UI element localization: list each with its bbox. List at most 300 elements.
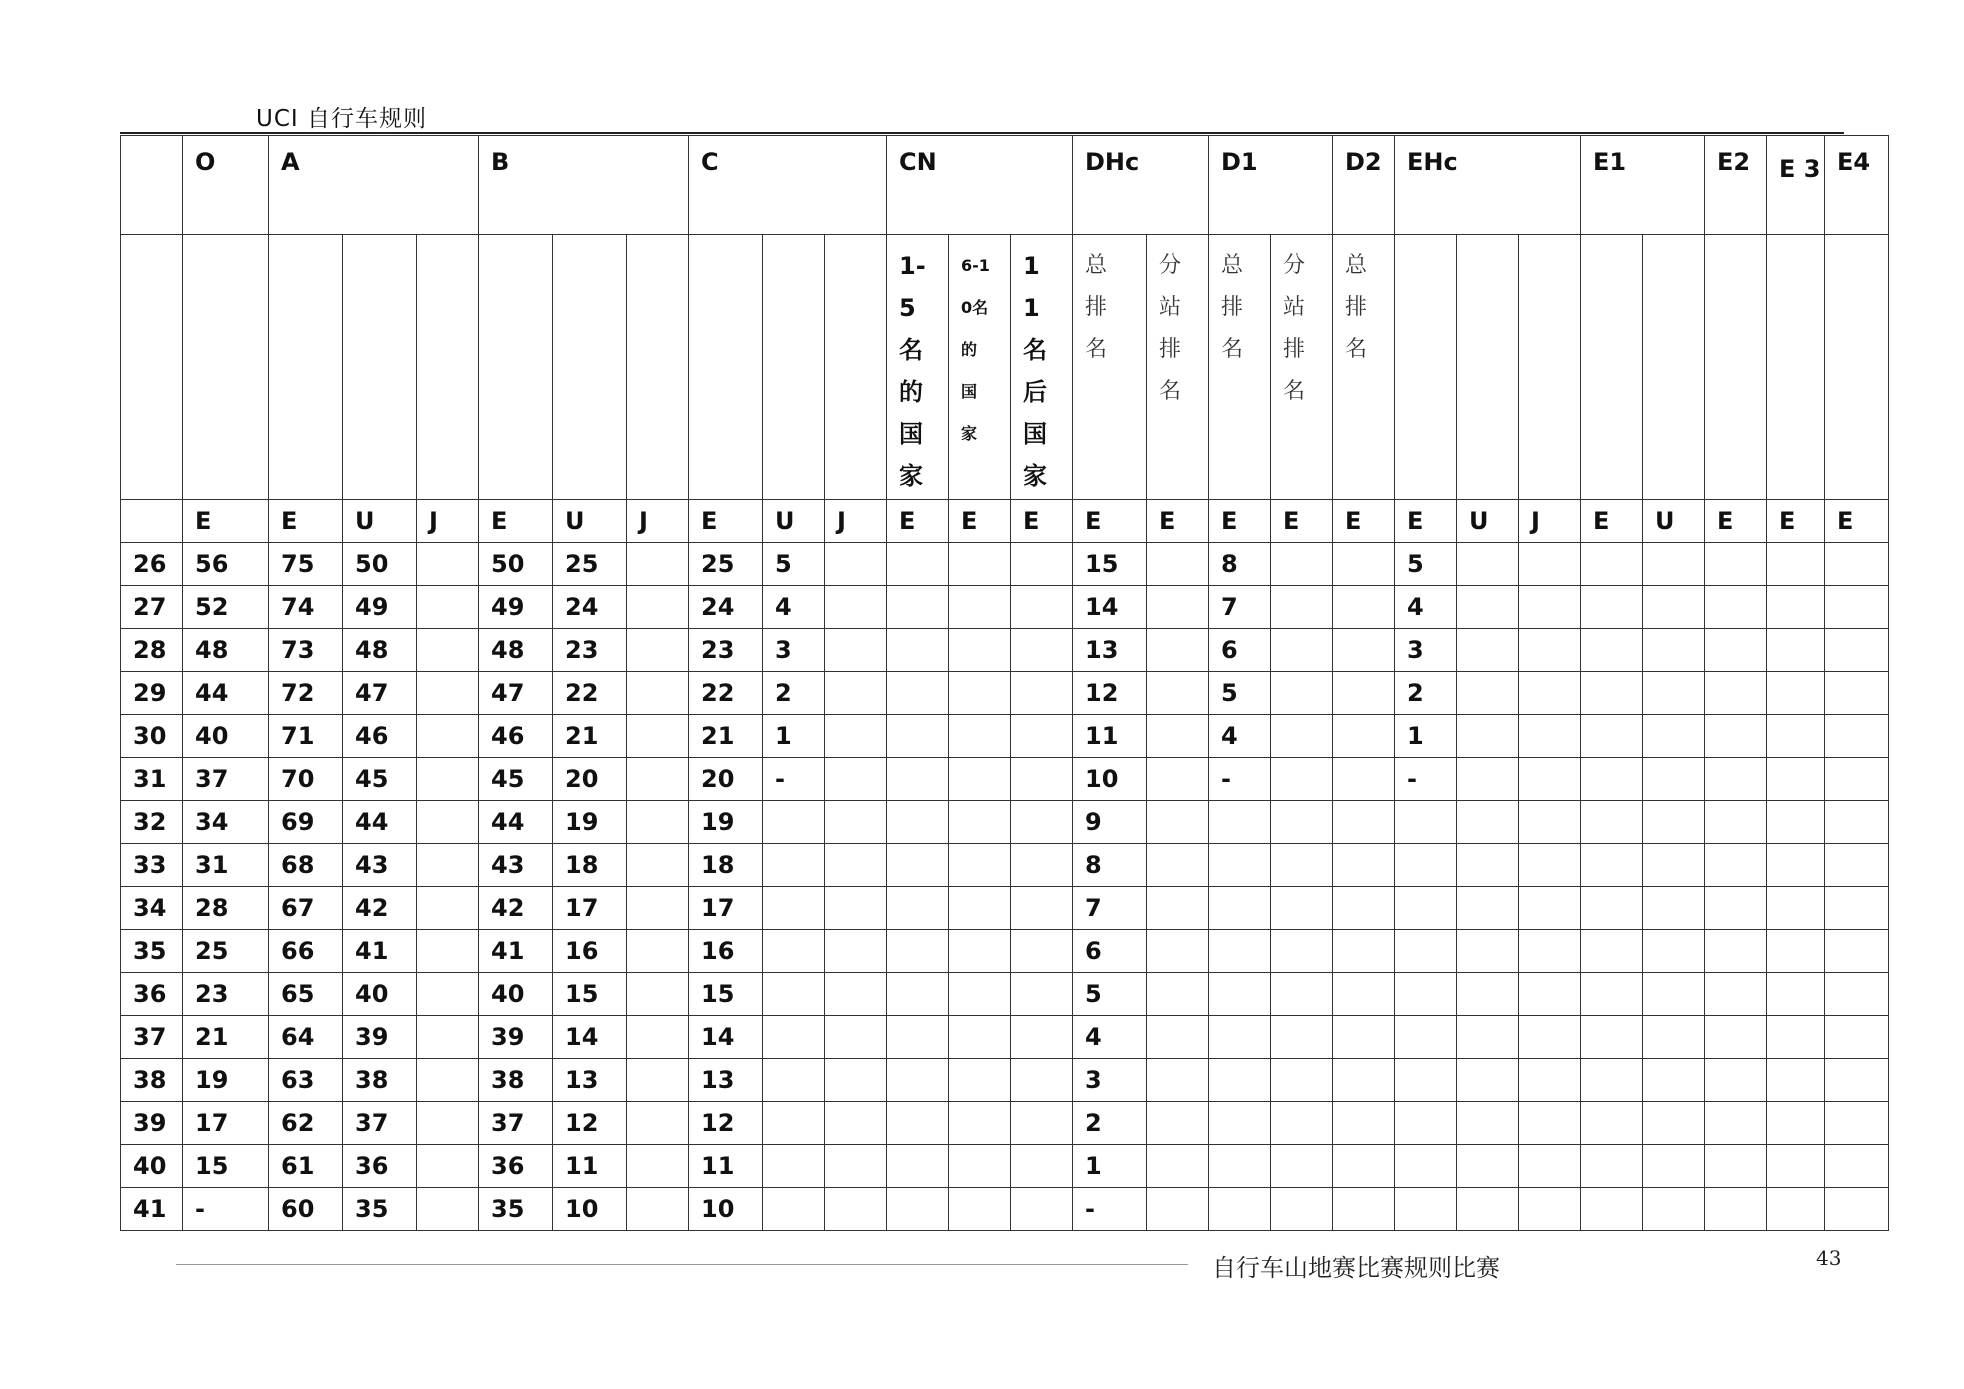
points-cell: [1457, 629, 1519, 672]
points-cell: 67: [269, 887, 343, 930]
points-cell: [1457, 801, 1519, 844]
category-letter-cell: E: [183, 500, 269, 543]
category-letter-cell: U: [553, 500, 627, 543]
table-row: [121, 801, 1889, 844]
points-cell: [627, 715, 689, 758]
group-header-cell: B: [479, 136, 689, 235]
points-cell: [1643, 1145, 1705, 1188]
group-header-cell: EHc: [1395, 136, 1581, 235]
points-cell: [949, 1059, 1011, 1102]
points-cell: [1643, 629, 1705, 672]
points-cell: [417, 1145, 479, 1188]
points-cell: [1395, 801, 1457, 844]
points-cell: [1395, 1102, 1457, 1145]
sub-header-cell: [1705, 235, 1767, 500]
points-cell: [1643, 1016, 1705, 1059]
points-cell: [417, 844, 479, 887]
points-cell: [1011, 758, 1073, 801]
sub-header-cell: [763, 235, 825, 500]
rank-cell: 37: [121, 1016, 183, 1059]
points-cell: [1519, 930, 1581, 973]
points-cell: [1271, 844, 1333, 887]
points-cell: [1271, 1016, 1333, 1059]
points-cell: [1825, 672, 1889, 715]
category-letter-cell: E: [1825, 500, 1889, 543]
points-cell: [1705, 1059, 1767, 1102]
rank-cell: 28: [121, 629, 183, 672]
category-letter-cell: U: [1643, 500, 1705, 543]
points-cell: -: [183, 1188, 269, 1231]
points-cell: [1767, 887, 1825, 930]
points-cell: [627, 1059, 689, 1102]
points-cell: [949, 887, 1011, 930]
points-cell: [1333, 758, 1395, 801]
points-cell: [1457, 1188, 1519, 1231]
points-cell: 75: [269, 543, 343, 586]
points-cell: [1519, 844, 1581, 887]
points-cell: [1209, 930, 1271, 973]
rank-cell: 26: [121, 543, 183, 586]
points-cell: 44: [343, 801, 417, 844]
points-cell: [949, 801, 1011, 844]
points-cell: [1333, 1188, 1395, 1231]
category-letter-cell: [121, 500, 183, 543]
points-cell: [1705, 758, 1767, 801]
points-cell: [1333, 930, 1395, 973]
group-header-cell: E4: [1825, 136, 1889, 235]
points-cell: [1643, 1102, 1705, 1145]
points-cell: [1271, 1188, 1333, 1231]
points-cell: [417, 629, 479, 672]
points-cell: [1147, 887, 1209, 930]
points-cell: 65: [269, 973, 343, 1016]
points-cell: [1147, 1145, 1209, 1188]
points-cell: [1705, 543, 1767, 586]
sub-header-cell: [343, 235, 417, 500]
points-cell: 64: [269, 1016, 343, 1059]
points-cell: [417, 1102, 479, 1145]
points-cell: [1643, 973, 1705, 1016]
points-cell: [417, 1059, 479, 1102]
points-cell: [1271, 758, 1333, 801]
sub-header-label: 11名后国家: [1023, 252, 1047, 490]
points-cell: 5: [1209, 672, 1271, 715]
points-cell: [1333, 629, 1395, 672]
points-cell: [1147, 672, 1209, 715]
points-cell: 63: [269, 1059, 343, 1102]
category-letter-cell: E: [1395, 500, 1457, 543]
header-divider: [120, 132, 1844, 134]
points-cell: [825, 887, 887, 930]
points-cell: [763, 1188, 825, 1231]
points-cell: [1395, 973, 1457, 1016]
points-cell: [1011, 586, 1073, 629]
category-letter-cell: U: [343, 500, 417, 543]
points-cell: [1333, 844, 1395, 887]
points-cell: [627, 973, 689, 1016]
points-cell: [1011, 1102, 1073, 1145]
points-cell: 42: [479, 887, 553, 930]
category-letter-cell: E: [949, 500, 1011, 543]
points-cell: [417, 672, 479, 715]
points-cell: [627, 1016, 689, 1059]
sub-header-cell: [1395, 235, 1457, 500]
points-cell: [1643, 887, 1705, 930]
points-cell: 50: [479, 543, 553, 586]
points-cell: 15: [553, 973, 627, 1016]
points-cell: 1: [763, 715, 825, 758]
points-cell: 25: [183, 930, 269, 973]
points-cell: [1271, 887, 1333, 930]
points-cell: [1209, 801, 1271, 844]
sub-header-cell: [1825, 235, 1889, 500]
points-cell: [1011, 629, 1073, 672]
points-cell: 43: [343, 844, 417, 887]
points-cell: [1271, 930, 1333, 973]
points-cell: 2: [1073, 1102, 1147, 1145]
points-cell: [1147, 629, 1209, 672]
sub-header-cell: [1271, 235, 1333, 500]
points-cell: [1271, 1145, 1333, 1188]
sub-header-label: 1-5名的国家: [899, 252, 926, 490]
points-cell: [1705, 629, 1767, 672]
rank-cell: 32: [121, 801, 183, 844]
table-row: [121, 1102, 1889, 1145]
points-cell: [1643, 1188, 1705, 1231]
points-cell: 60: [269, 1188, 343, 1231]
points-cell: [1011, 1188, 1073, 1231]
points-cell: [1705, 801, 1767, 844]
points-cell: [1767, 801, 1825, 844]
points-cell: 40: [479, 973, 553, 1016]
points-cell: [887, 586, 949, 629]
points-cell: [1705, 887, 1767, 930]
points-cell: -: [1395, 758, 1457, 801]
points-cell: 72: [269, 672, 343, 715]
points-cell: 48: [343, 629, 417, 672]
points-cell: [1767, 930, 1825, 973]
category-letter-cell: E: [1147, 500, 1209, 543]
points-cell: 25: [689, 543, 763, 586]
points-cell: [1209, 844, 1271, 887]
points-cell: [1519, 629, 1581, 672]
points-cell: 68: [269, 844, 343, 887]
points-cell: 46: [343, 715, 417, 758]
sub-header-label: 分站排名: [1159, 253, 1182, 404]
points-cell: [1395, 1145, 1457, 1188]
points-cell: [1333, 1102, 1395, 1145]
points-cell: 56: [183, 543, 269, 586]
sub-header-cell: [1581, 235, 1643, 500]
points-cell: [949, 1016, 1011, 1059]
points-cell: [887, 1188, 949, 1231]
points-cell: [1767, 715, 1825, 758]
points-cell: [1457, 1059, 1519, 1102]
points-cell: 21: [689, 715, 763, 758]
points-cell: 66: [269, 930, 343, 973]
points-cell: [1147, 543, 1209, 586]
points-cell: [1457, 1145, 1519, 1188]
points-cell: 4: [1209, 715, 1271, 758]
sub-header-cell: [183, 235, 269, 500]
category-letter-cell: U: [763, 500, 825, 543]
points-cell: [1271, 973, 1333, 1016]
points-cell: [1457, 758, 1519, 801]
category-letter-cell: E: [1333, 500, 1395, 543]
points-cell: [763, 1145, 825, 1188]
points-cell: [825, 801, 887, 844]
points-cell: [1457, 715, 1519, 758]
group-header-row: [121, 136, 1889, 235]
points-cell: 17: [183, 1102, 269, 1145]
points-cell: 74: [269, 586, 343, 629]
points-cell: [1581, 586, 1643, 629]
points-cell: [1271, 715, 1333, 758]
points-cell: [1705, 672, 1767, 715]
points-cell: 71: [269, 715, 343, 758]
points-cell: [1581, 543, 1643, 586]
category-letter-cell: J: [825, 500, 887, 543]
points-cell: 8: [1209, 543, 1271, 586]
points-cell: 5: [1395, 543, 1457, 586]
points-cell: [1011, 1145, 1073, 1188]
points-cell: 35: [343, 1188, 417, 1231]
points-cell: 73: [269, 629, 343, 672]
sub-header-row: [121, 235, 1889, 500]
points-cell: [825, 586, 887, 629]
points-cell: [417, 973, 479, 1016]
points-cell: [887, 930, 949, 973]
sub-header-cell: [1457, 235, 1519, 500]
points-cell: [1457, 887, 1519, 930]
points-cell: 11: [689, 1145, 763, 1188]
points-cell: [1519, 887, 1581, 930]
points-cell: [627, 1145, 689, 1188]
points-cell: [1333, 1059, 1395, 1102]
points-cell: 16: [553, 930, 627, 973]
sub-header-cell: [887, 235, 949, 500]
points-cell: [1333, 1145, 1395, 1188]
points-cell: 25: [553, 543, 627, 586]
rank-cell: 31: [121, 758, 183, 801]
category-letter-row: [121, 500, 1889, 543]
points-cell: [1825, 543, 1889, 586]
points-cell: [627, 629, 689, 672]
points-cell: [1333, 543, 1395, 586]
points-cell: [1147, 586, 1209, 629]
points-cell: 41: [343, 930, 417, 973]
points-cell: 49: [479, 586, 553, 629]
points-cell: [1825, 1145, 1889, 1188]
points-cell: [825, 758, 887, 801]
sub-header-cell: [1519, 235, 1581, 500]
points-cell: 31: [183, 844, 269, 887]
sub-header-cell: [627, 235, 689, 500]
points-cell: [763, 1102, 825, 1145]
points-cell: [1519, 1102, 1581, 1145]
points-cell: 4: [763, 586, 825, 629]
points-cell: [1767, 844, 1825, 887]
points-cell: [1705, 973, 1767, 1016]
points-cell: 22: [689, 672, 763, 715]
points-cell: [1395, 844, 1457, 887]
points-cell: [627, 844, 689, 887]
points-cell: [627, 586, 689, 629]
points-cell: [1209, 1059, 1271, 1102]
points-cell: [1705, 1016, 1767, 1059]
points-cell: 40: [343, 973, 417, 1016]
sub-header-cell: [553, 235, 627, 500]
category-letter-cell: E: [1073, 500, 1147, 543]
points-cell: 28: [183, 887, 269, 930]
points-cell: [1767, 629, 1825, 672]
points-cell: 11: [1073, 715, 1147, 758]
points-cell: [417, 801, 479, 844]
points-cell: [627, 887, 689, 930]
sub-header-cell: [1767, 235, 1825, 500]
points-cell: [1333, 801, 1395, 844]
points-cell: 34: [183, 801, 269, 844]
points-cell: [627, 930, 689, 973]
points-cell: [1519, 1188, 1581, 1231]
points-cell: [949, 1145, 1011, 1188]
points-cell: [1395, 1059, 1457, 1102]
category-letter-cell: U: [1457, 500, 1519, 543]
table-row: [121, 629, 1889, 672]
table-row: [121, 1059, 1889, 1102]
points-cell: 6: [1209, 629, 1271, 672]
table-row: [121, 844, 1889, 887]
points-cell: [1147, 801, 1209, 844]
points-cell: 41: [479, 930, 553, 973]
points-cell: 23: [553, 629, 627, 672]
points-cell: [1767, 1059, 1825, 1102]
points-cell: 61: [269, 1145, 343, 1188]
sub-header-label: 总排名: [1221, 253, 1244, 362]
points-cell: [825, 930, 887, 973]
points-cell: [949, 672, 1011, 715]
points-cell: 5: [763, 543, 825, 586]
points-cell: [763, 973, 825, 1016]
points-cell: [1333, 887, 1395, 930]
table-row: [121, 543, 1889, 586]
points-cell: 17: [553, 887, 627, 930]
points-cell: [1643, 715, 1705, 758]
table-row: [121, 973, 1889, 1016]
points-cell: [763, 801, 825, 844]
points-cell: 15: [1073, 543, 1147, 586]
rank-cell: 41: [121, 1188, 183, 1231]
points-cell: 3: [1395, 629, 1457, 672]
points-cell: [763, 1016, 825, 1059]
points-cell: [1825, 1102, 1889, 1145]
points-cell: [887, 672, 949, 715]
points-cell: 13: [689, 1059, 763, 1102]
points-cell: [1271, 672, 1333, 715]
points-cell: [1271, 543, 1333, 586]
points-cell: [1825, 1016, 1889, 1059]
points-cell: [949, 586, 1011, 629]
points-cell: 47: [343, 672, 417, 715]
points-cell: [1011, 672, 1073, 715]
sub-header-cell: [1011, 235, 1073, 500]
points-cell: 9: [1073, 801, 1147, 844]
points-cell: [417, 586, 479, 629]
points-cell: 47: [479, 672, 553, 715]
points-cell: [1011, 1016, 1073, 1059]
points-cell: [825, 672, 887, 715]
category-letter-cell: E: [1705, 500, 1767, 543]
points-cell: [1457, 844, 1519, 887]
sub-header-cell: [1643, 235, 1705, 500]
points-cell: 42: [343, 887, 417, 930]
points-cell: 24: [689, 586, 763, 629]
rank-cell: 35: [121, 930, 183, 973]
points-cell: [1581, 887, 1643, 930]
points-cell: [949, 1188, 1011, 1231]
points-cell: [1825, 844, 1889, 887]
points-cell: [1209, 887, 1271, 930]
points-cell: 18: [689, 844, 763, 887]
points-table: [120, 135, 1889, 1231]
points-cell: [1519, 715, 1581, 758]
points-cell: [949, 1102, 1011, 1145]
points-cell: [825, 1102, 887, 1145]
points-cell: [887, 844, 949, 887]
points-cell: [825, 1145, 887, 1188]
points-cell: [1271, 1102, 1333, 1145]
points-cell: 36: [343, 1145, 417, 1188]
points-cell: [1581, 758, 1643, 801]
points-cell: 2: [1395, 672, 1457, 715]
points-cell: [949, 543, 1011, 586]
points-cell: 17: [689, 887, 763, 930]
points-cell: 13: [1073, 629, 1147, 672]
points-cell: 4: [1395, 586, 1457, 629]
points-cell: [1209, 1016, 1271, 1059]
points-cell: [1209, 1102, 1271, 1145]
points-cell: [887, 1016, 949, 1059]
points-cell: [1825, 758, 1889, 801]
points-cell: [1581, 1145, 1643, 1188]
sub-header-cell: [1147, 235, 1209, 500]
rank-cell: 27: [121, 586, 183, 629]
points-cell: [1011, 930, 1073, 973]
points-cell: 44: [183, 672, 269, 715]
sub-header-cell: [825, 235, 887, 500]
sub-header-label: 总排名: [1085, 253, 1108, 362]
points-cell: [1581, 973, 1643, 1016]
points-cell: [949, 715, 1011, 758]
group-header-cell: A: [269, 136, 479, 235]
points-cell: 37: [183, 758, 269, 801]
category-letter-cell: E: [1209, 500, 1271, 543]
points-cell: [1519, 758, 1581, 801]
sub-header-cell: [1209, 235, 1271, 500]
points-cell: [1705, 1102, 1767, 1145]
points-cell: [1705, 715, 1767, 758]
points-cell: [1581, 1102, 1643, 1145]
sub-header-cell: [121, 235, 183, 500]
points-cell: 10: [553, 1188, 627, 1231]
rank-cell: 29: [121, 672, 183, 715]
points-cell: 45: [343, 758, 417, 801]
points-cell: [627, 801, 689, 844]
points-cell: 48: [183, 629, 269, 672]
points-cell: [887, 801, 949, 844]
points-cell: [1147, 1102, 1209, 1145]
points-cell: [887, 543, 949, 586]
